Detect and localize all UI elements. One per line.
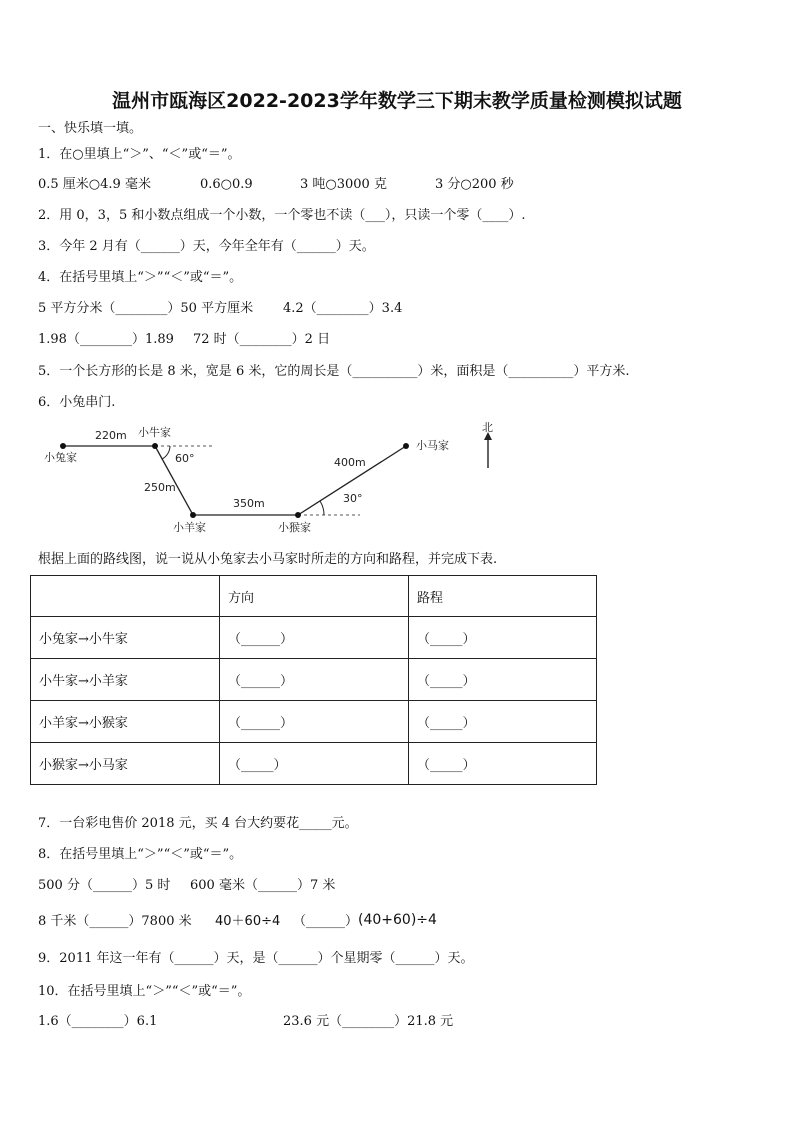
question-2: 2．用 0，3，5 和小数点组成一个小数，一个零也不读（___），只读一个零（____）. [38, 208, 526, 223]
question-5: 5．一个长方形的长是 8 米，宽是 6 米，它的周长是（__________）米，面积是（__________）平方米. [38, 364, 630, 379]
route-diagram [30, 418, 510, 543]
question-10: 10．在括号里填上“＞”“＜”或“＝”。 [38, 984, 251, 999]
table-row [31, 743, 597, 785]
table-header-route [31, 576, 220, 617]
label-sheep-home: 小羊家 [173, 521, 206, 534]
question-8-blank: （______） [293, 914, 359, 929]
route-table [30, 575, 597, 785]
question-4-item-d: 72 时（________）2 日 [193, 332, 331, 347]
label-monkey-home: 小猴家 [278, 521, 311, 534]
route-cell: 小兔家→小牛家 [31, 617, 220, 659]
direction-blank[interactable]: （______） [220, 617, 409, 659]
direction-blank[interactable]: （______） [220, 701, 409, 743]
section-heading: 一、快乐填一填。 [38, 121, 143, 136]
question-4-item-c: 1.98（________）1.89 [38, 332, 174, 347]
label-cow-home: 小牛家 [138, 426, 171, 439]
question-8-item-c: 8 千米（______）7800 米 [38, 914, 192, 929]
label-north: 北 [482, 421, 493, 434]
label-horse-home: 小马家 [416, 439, 449, 452]
route-cell: 小牛家→小羊家 [31, 659, 220, 701]
angle-30: 30° [343, 492, 363, 505]
distance-blank[interactable]: （_____） [409, 701, 597, 743]
question-8-item-a: 500 分（______）5 时 [38, 878, 171, 893]
distance-blank[interactable]: （_____） [409, 659, 597, 701]
distance-220: 220m [95, 429, 127, 442]
label-rabbit-home: 小兔家 [44, 451, 77, 464]
question-1-item-c: 3 吨○3000 克 [300, 177, 387, 192]
table-header-direction: 方向 [220, 576, 409, 617]
direction-blank[interactable]: （_____） [220, 743, 409, 785]
question-7: 7．一台彩电售价 2018 元，买 4 台大约要花_____元。 [38, 816, 358, 831]
question-1-item-b: 0.6○0.9 [200, 177, 253, 192]
question-8-item-b: 600 毫米（______）7 米 [190, 878, 336, 893]
table-row [31, 701, 597, 743]
question-10-item-a: 1.6（________）6.1 [38, 1014, 158, 1029]
question-10-item-b: 23.6 元（________）21.8 元 [283, 1014, 454, 1029]
distance-blank[interactable]: （_____） [409, 617, 597, 659]
question-8: 8．在括号里填上“＞”“＜”或“＝”。 [38, 847, 243, 862]
table-row [31, 617, 597, 659]
question-6-instructions: 根据上面的路线图，说一说从小兔家去小马家时所走的方向和路程，并完成下表. [38, 552, 498, 567]
page-title: 温州市瓯海区2022-2023学年数学三下期末教学质量检测模拟试题 [112, 90, 682, 112]
question-4-item-a: 5 平方分米（________）50 平方厘米 [38, 301, 254, 316]
distance-350: 350m [233, 497, 265, 510]
distance-250: 250m [144, 481, 176, 494]
question-6: 6．小兔串门. [38, 395, 116, 410]
table-row [31, 659, 597, 701]
question-3: 3．今年 2 月有（______）天，今年全年有（______）天。 [38, 239, 375, 254]
question-8-expression-left: 40＋60÷4 [215, 914, 281, 929]
distance-400: 400m [334, 456, 366, 469]
question-1-item-a: 0.5 厘米○4.9 毫米 [38, 177, 151, 192]
direction-blank[interactable]: （______） [220, 659, 409, 701]
distance-blank[interactable]: （_____） [409, 743, 597, 785]
table-header-distance: 路程 [409, 576, 597, 617]
route-cell: 小羊家→小猴家 [31, 701, 220, 743]
question-8-expression-right: (40+60)÷4 [358, 912, 437, 928]
question-4-item-b: 4.2（________）3.4 [283, 301, 403, 316]
question-1-item-d: 3 分○200 秒 [435, 177, 514, 192]
question-4: 4．在括号里填上“＞”“＜”或“＝”。 [38, 270, 243, 285]
question-9: 9．2011 年这一年有（______）天，是（______）个星期零（______）天。 [38, 951, 474, 966]
table-header-row [31, 576, 597, 617]
question-1: 1．在○里填上“＞”、“＜”或“＝”。 [38, 147, 241, 162]
angle-60: 60° [175, 452, 195, 465]
north-arrow [484, 432, 492, 468]
route-cell: 小猴家→小马家 [31, 743, 220, 785]
